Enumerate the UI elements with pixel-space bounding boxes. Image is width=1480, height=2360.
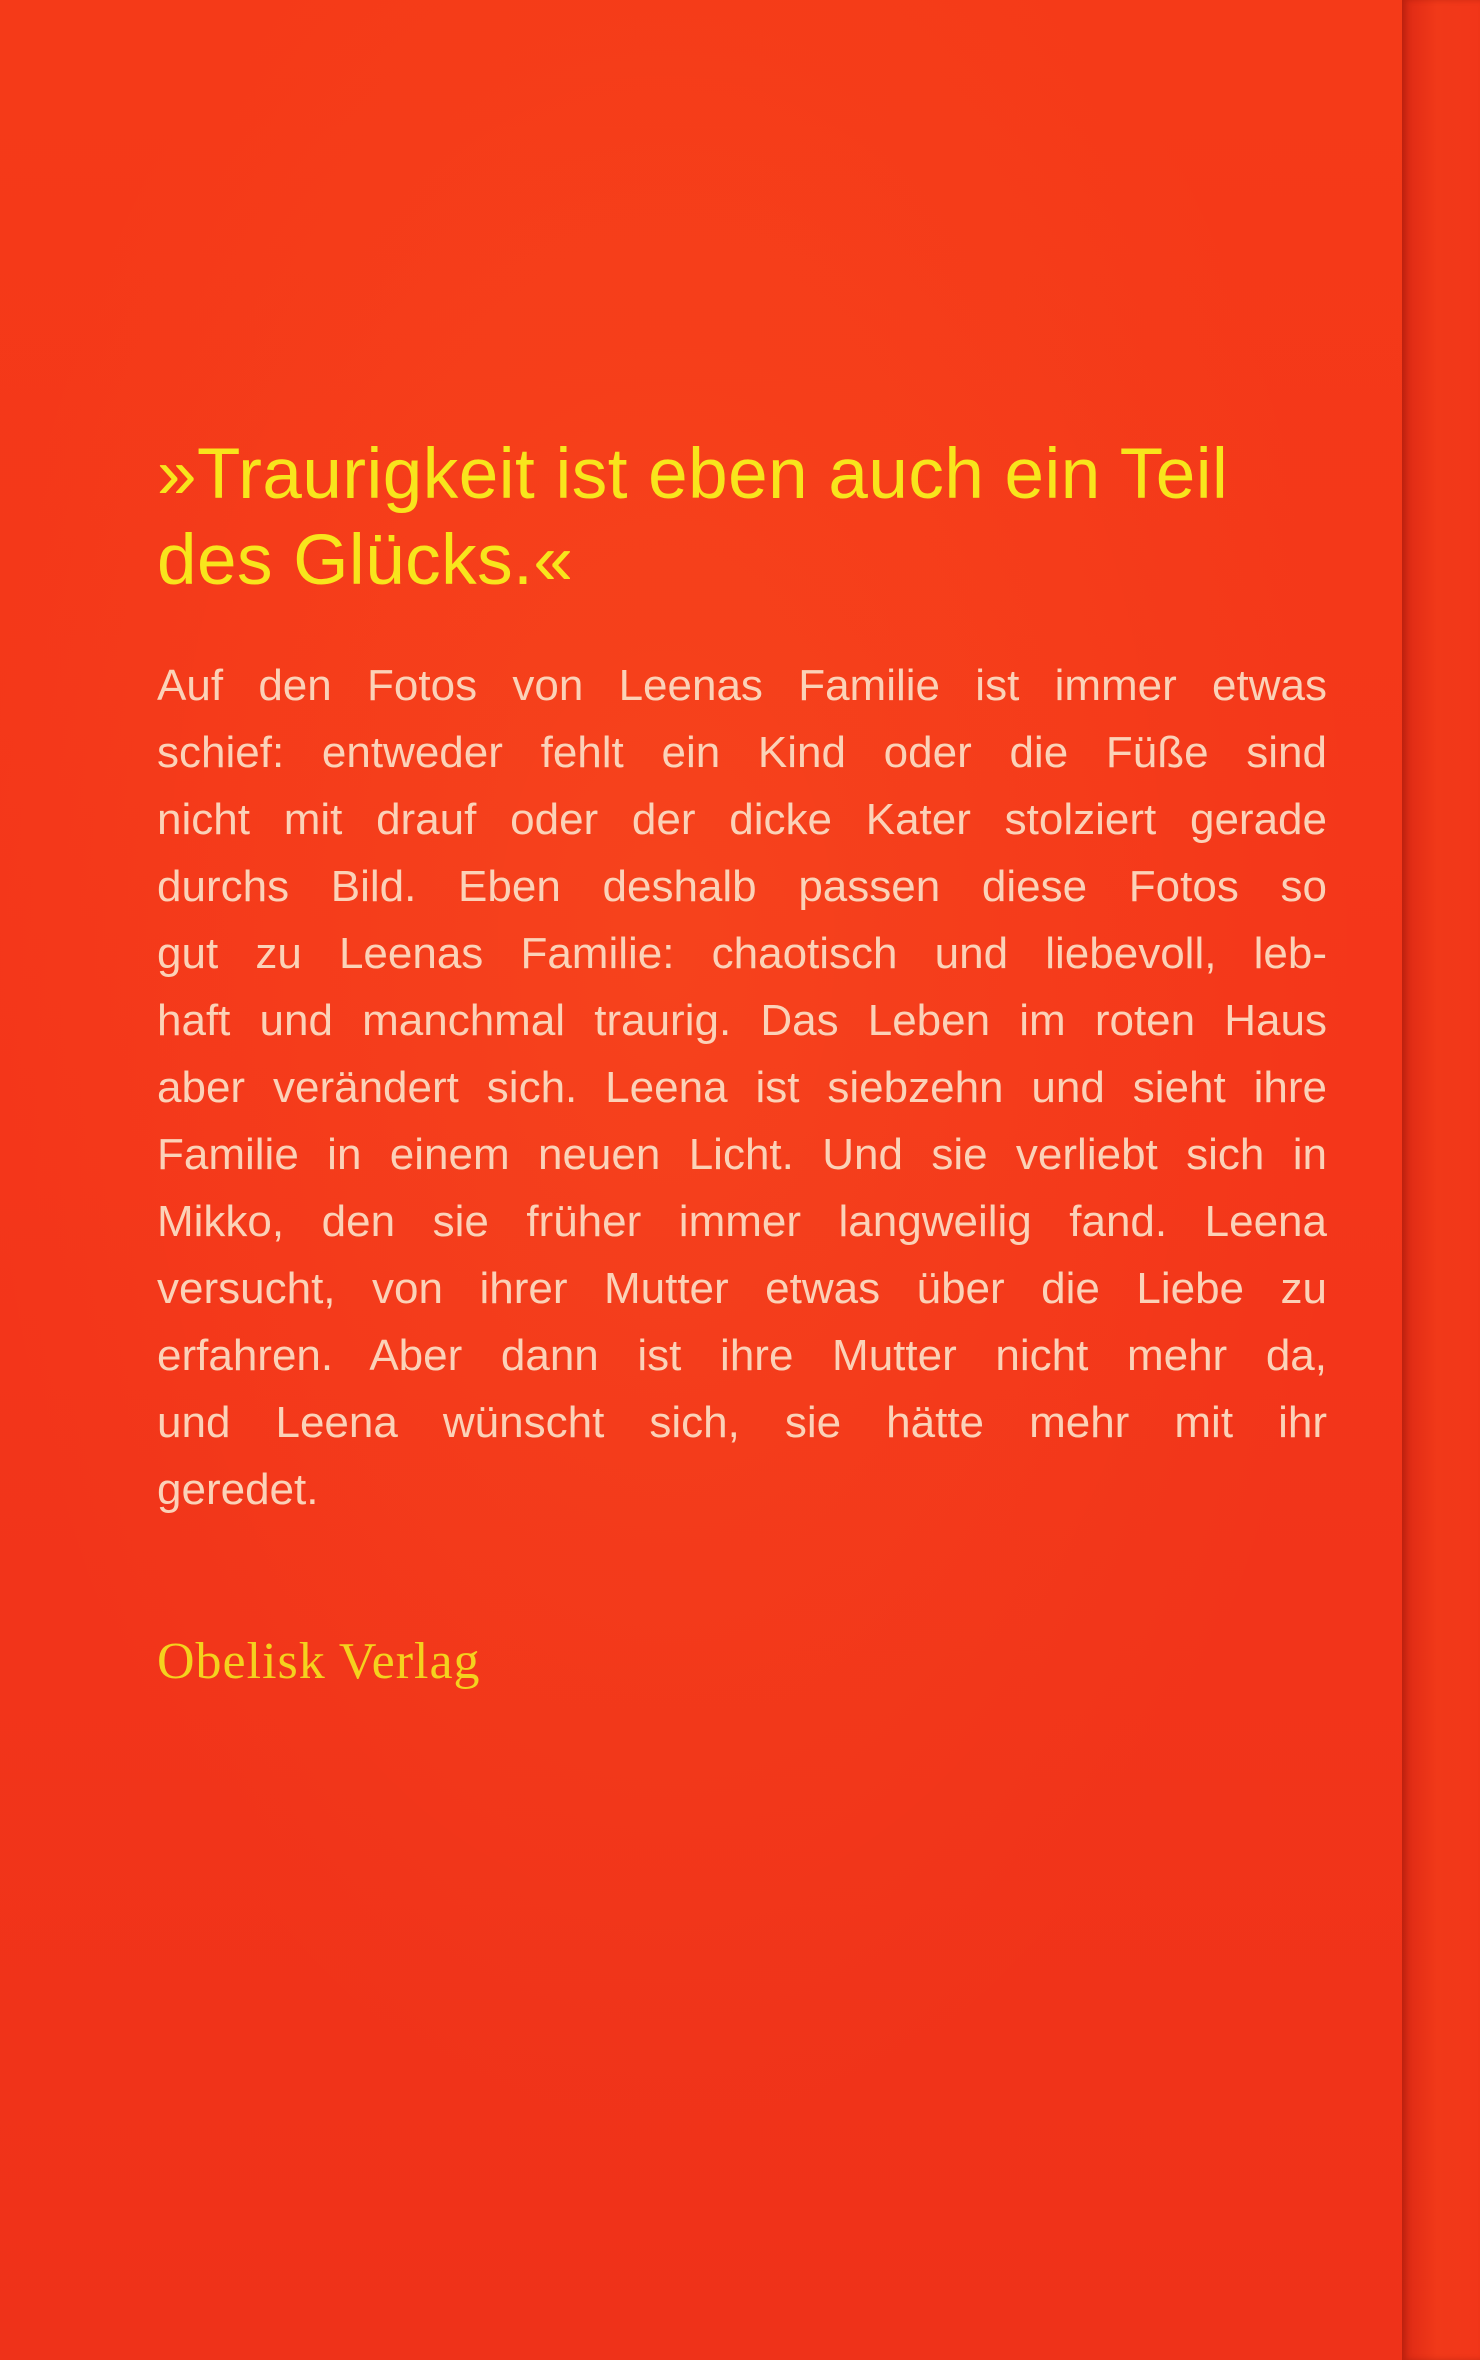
publisher-name: Obelisk Verlag xyxy=(157,1633,481,1690)
blurb-line-last: geredet. xyxy=(157,1465,319,1514)
blurb-line: Familie in einem neuen Licht. Und sie verliebt sich in xyxy=(157,1130,1327,1179)
blurb-line: Mikko, den sie früher immer langweilig fand. Leena xyxy=(157,1197,1327,1246)
blurb-line: aber verändert sich. Leena ist siebzehn und sieht ihre xyxy=(157,1063,1327,1112)
blurb-line: gut zu Leenas Familie: chaotisch und liebevoll, leb- xyxy=(157,929,1327,978)
book-spine-edge xyxy=(1402,0,1480,2360)
blurb-line: versucht, von ihrer Mutter etwas über die Liebe zu xyxy=(157,1264,1327,1313)
blurb-text xyxy=(157,652,1327,1523)
quote-line-1: »Traurigkeit ist eben auch ein Teil xyxy=(157,435,1229,514)
blurb-line: und Leena wünscht sich, sie hätte mehr mit ihr xyxy=(157,1398,1327,1447)
blurb-line: Auf den Fotos von Leenas Familie ist immer etwas xyxy=(157,661,1327,710)
cover-quote xyxy=(157,432,1327,604)
quote-line-2: des Glücks.« xyxy=(157,521,574,600)
blurb-line: haft und manchmal traurig. Das Leben im roten Haus xyxy=(157,996,1327,1045)
blurb-line: nicht mit drauf oder der dicke Kater stolziert gerade xyxy=(157,795,1327,844)
blurb-line: durchs Bild. Eben deshalb passen diese Fotos so xyxy=(157,862,1327,911)
blurb-line: erfahren. Aber dann ist ihre Mutter nicht mehr da, xyxy=(157,1331,1327,1380)
blurb-line: schief: entweder fehlt ein Kind oder die Füße sind xyxy=(157,728,1327,777)
